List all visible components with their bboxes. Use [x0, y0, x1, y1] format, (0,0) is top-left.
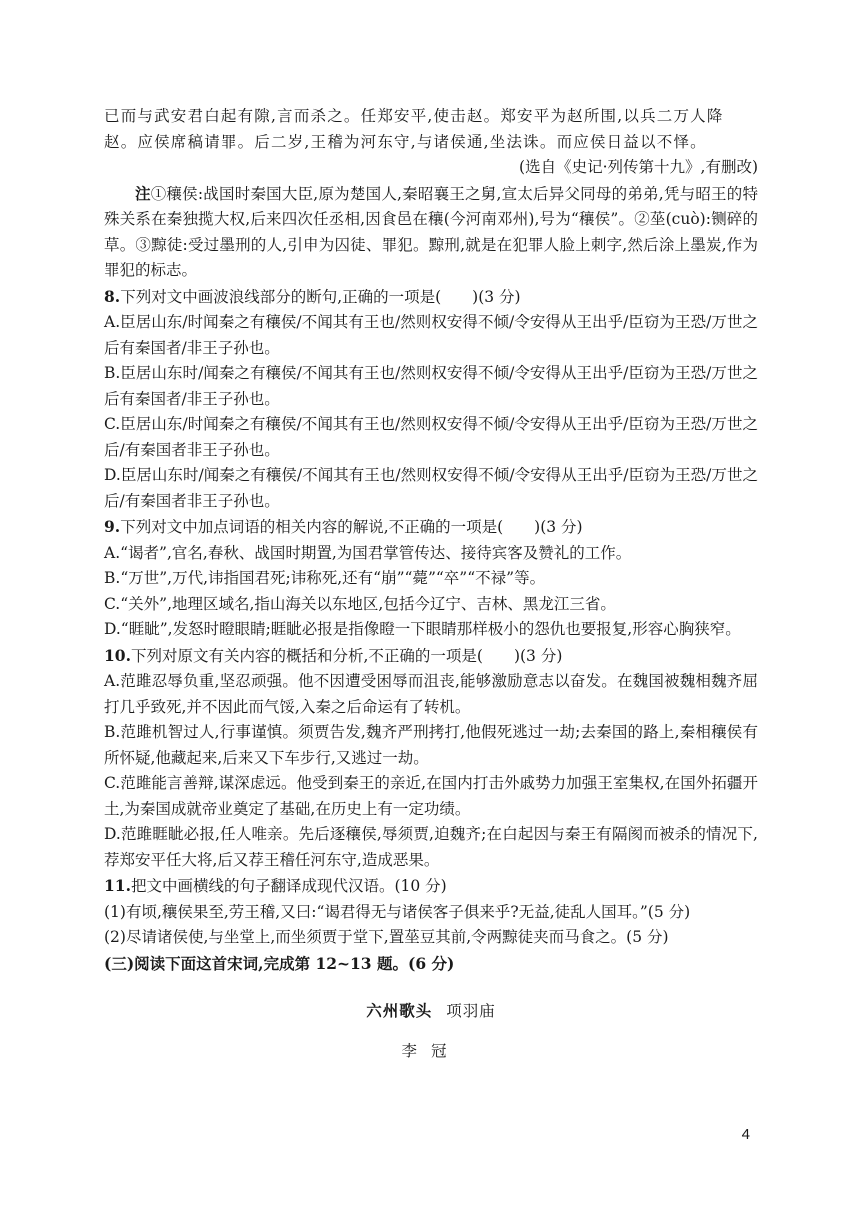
- translation-item-2: (2)尽请诸侯使,与坐堂上,而坐须贾于堂下,置莝豆其前,令两黥徒夹而马食之。(5 分): [104, 928, 669, 946]
- option-d: D.“睚眦”,发怒时瞪眼睛;睚眦必报是指像瞪一下眼睛那样极小的怨仇也要报复,形容心胸狭窄。: [104, 620, 741, 638]
- translation-item-1: (1)有顷,穰侯果至,劳王稽,又曰:“谒君得无与诸侯客子俱来乎?无益,徒乱人国耳。”(5 分): [104, 902, 691, 921]
- question-number: 10.: [104, 645, 131, 665]
- option-c: C.臣居山东/时闻秦之有穰侯/不闻其有王也/然则权安得不倾/令安得从王出乎/臣窃为王恐/万世之后/有秦国者非王子孙也。: [104, 415, 758, 459]
- option-d: D.范雎睚眦必报,任人唯亲。先后逐穰侯,辱须贾,迫魏齐;在白起因与秦王有隔阂而被杀的情况下,荐郑安平任大将,后又荐王稽任河东守,造成恶果。: [104, 825, 758, 869]
- option-b: B.“万世”,万代,讳指国君死;讳称死,还有“崩”“薨”“卒”“不禄”等。: [104, 569, 546, 587]
- poem-subtitle: 项羽庙: [446, 1002, 496, 1020]
- option-a: A.“谒者”,官名,春秋、战国时期置,为国君掌管传达、接待宾客及赞礼的工作。: [104, 543, 632, 562]
- poem-author: 李冠: [401, 1041, 461, 1060]
- option-a: A.范雎忍辱负重,坚忍顽强。他不因遭受困辱而沮丧,能够激励意志以奋发。在魏国被魏相魏齐屈打几乎致死,并不因此而气馁,入秦之后命运有了转机。: [104, 672, 758, 716]
- question-number: 8.: [104, 286, 121, 306]
- section-heading: (三)阅读下面这首宋词,完成第 12~13 题。(6 分): [104, 953, 455, 973]
- question-number: 11.: [104, 876, 131, 895]
- question-9: [104, 514, 758, 643]
- notes-label: 注: [135, 183, 151, 203]
- option-d: D.臣居山东时/闻秦之有穰侯/不闻其有王也/然则权安得不倾/令安得从王出乎/臣窃为王恐/万世之后/有秦国者非王子孙也。: [104, 466, 758, 510]
- option-b: B.范雎机智过人,行事谨慎。须贾告发,魏齐严刑拷打,他假死逃过一劫;去秦国的路上,秦相穰侯有所怀疑,他藏起来,后来又下车步行,又逃过一劫。: [104, 723, 758, 767]
- option-a: A.臣居山东/时闻秦之有穰侯/不闻其有王也/然则权安得不倾/令安得从王出乎/臣窃为王恐/万世之后有秦国者/非王子孙也。: [104, 313, 758, 357]
- document-body: [104, 104, 758, 1064]
- option-b: B.臣居山东时/闻秦之有穰侯/不闻其有王也/然则权安得不倾/令安得从王出乎/臣窃为王恐/万世之后有秦国者/非王子孙也。: [104, 364, 758, 408]
- question-10: [104, 643, 758, 874]
- poem-title: [104, 998, 758, 1025]
- question-stem: 9.下列对文中加点词语的相关内容的解说,不正确的一项是( )(3 分): [104, 517, 583, 536]
- notes: [104, 181, 758, 284]
- passage-line-1: 已而与武安君白起有隙,言而杀之。任郑安平,使击赵。郑安平为赵所围,以兵二万人降: [104, 107, 724, 125]
- poem-title-main: 六州歌头: [366, 1001, 433, 1020]
- notes-text: ①穰侯:战国时秦国大臣,原为楚国人,秦昭襄王之舅,宣太后异父同母的弟弟,凭与昭王的特殊关系在秦独揽大权,后来四次任丞相,因食邑在穰(今河南邓州),号为“穰侯”。②莝(cuò):铡碎的草。③黥徒:受过墨刑的人,引申为囚徒、罪犯。黥刑,就是在犯罪人脸上刺字,然后涂上墨炭,作为罪犯的标志。: [104, 184, 758, 279]
- question-number: 9.: [104, 517, 121, 536]
- question-stem: 8.下列对文中画波浪线部分的断句,正确的一项是( )(3 分): [104, 286, 521, 306]
- question-8: [104, 284, 758, 515]
- question-stem: 10.下列对原文有关内容的概括和分析,不正确的一项是( )(3 分): [104, 645, 563, 665]
- page-number: 4: [741, 1126, 750, 1143]
- passage-line-2: 赵。应侯席稿请罪。后二岁,王稽为河东守,与诸侯通,坐法诛。而应侯日益以不怿。: [104, 132, 707, 151]
- passage-source: (选自《史记·列传第十九》,有删改): [519, 158, 758, 176]
- option-c: C.“关外”,地理区域名,指山海关以东地区,包括今辽宁、吉林、黑龙江三省。: [104, 594, 616, 613]
- option-c: C.范雎能言善辩,谋深虑远。他受到秦王的亲近,在国内打击外戚势力加强王室集权,在国外拓疆开土,为秦国成就帝业奠定了基础,在历史上有一定功绩。: [104, 774, 758, 818]
- question-stem: 11.把文中画横线的句子翻译成现代汉语。(10 分): [104, 876, 447, 895]
- question-11: [104, 873, 758, 951]
